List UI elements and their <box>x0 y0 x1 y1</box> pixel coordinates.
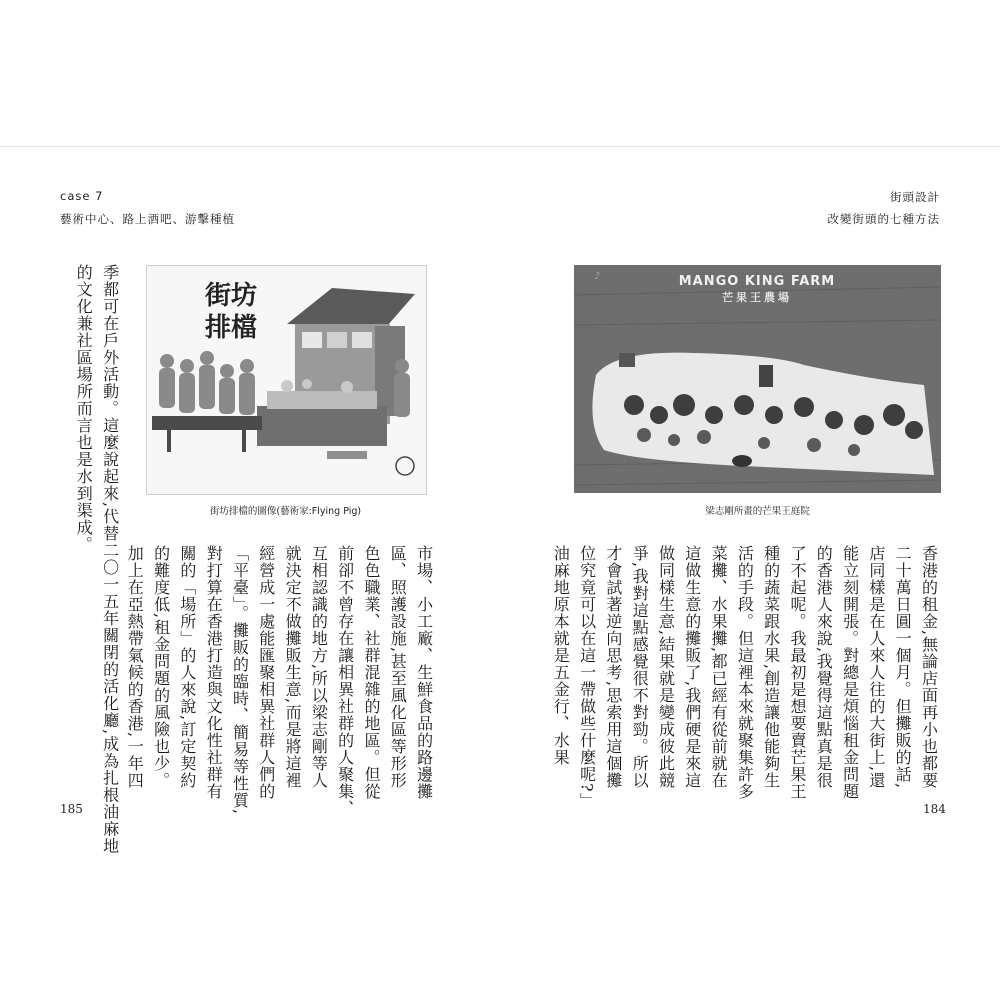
text-column: 關的「場所」的人來說,訂定契約 <box>177 545 197 790</box>
figure-title-line1: 街坊 <box>205 281 258 311</box>
text-column: 活的手段。但這裡本來就聚集許多 <box>735 545 755 800</box>
left-page-number: 185 <box>60 802 83 816</box>
text-column: 種的蔬菜跟水果,創造讓他能夠生 <box>761 545 781 790</box>
figure-title-line2: 排檔 <box>205 313 258 343</box>
text-column: 爭,我對這點感覺很不對勁。所以 <box>630 545 650 790</box>
text-column: 市場、小工廠、生鮮食品的路邊攤 <box>414 545 434 800</box>
right-page-number: 184 <box>923 802 946 816</box>
text-column: 色色職業、社群混雜的地區。但從 <box>361 545 381 800</box>
text-column: 區、照護設施,甚至風化區等形形 <box>388 545 408 790</box>
text-column: 的香港人來說,我覺得這點真是很 <box>814 545 834 790</box>
text-column: 才會試著逆向思考,思索用這個攤 <box>603 545 623 790</box>
right-section-title: 街頭設計 <box>890 190 940 204</box>
text-column: 二十萬日圓一個月。但攤販的話, <box>893 545 913 790</box>
text-column: 香港的租金,無論店面再小也都要 <box>919 545 939 790</box>
text-column: 的文化兼社區場所而言也是水到渠成。 <box>74 264 94 553</box>
left-page-subtitle: 藝術中心、路上酒吧、游擊種植 <box>60 212 235 226</box>
text-column: 能立刻開張。對總是煩惱租金問題 <box>840 545 860 800</box>
text-column: 加上在亞熱帶氣候的香港,一年四 <box>125 545 145 790</box>
text-column: 互相認識的地方,所以梁志剛等人 <box>309 545 329 790</box>
text-column: 做同樣生意,結果就是變成彼此競 <box>656 545 676 790</box>
text-column: 的難度低,租金問題的風險也少。 <box>151 545 171 790</box>
left-figure-caption: 街坊排檔的圖像(藝術家:Flying Pig) <box>209 506 362 517</box>
text-column: 了不起呢。我最初是想要賣芒果王 <box>787 545 807 800</box>
text-column: 對打算在香港打造與文化性社群有 <box>204 545 224 800</box>
text-column: 前卻不曾存在讓相異社群的人聚集、 <box>335 545 355 817</box>
text-column: 季都可在戶外活動。這麼說起來,代替二〇一五年關閉的活化廳,成為扎根油麻地 <box>100 264 120 855</box>
text-column: 位究竟可以在這一帶做些什麼呢?」 <box>577 545 597 810</box>
left-bottom-text <box>121 545 437 817</box>
svg-text:♪: ♪ <box>594 271 601 282</box>
case-label: case 7 <box>60 189 104 203</box>
text-column: 這做生意的攤販了,我們硬是來這 <box>682 545 702 790</box>
mango-king-farm-illustration <box>574 265 941 493</box>
farm-sign-en: MANGO KING FARM <box>678 274 836 289</box>
right-body-text <box>547 545 941 810</box>
right-page-subtitle: 改變街頭的七種方法 <box>827 212 940 226</box>
text-column: 就決定不做攤販生意,而是將這裡 <box>283 545 303 790</box>
text-column: 店同樣是在人來人往的大街上,還 <box>866 545 886 790</box>
street-stall-illustration <box>146 265 427 495</box>
text-column: 「平臺」。攤販的臨時、簡易等性質, <box>230 545 250 816</box>
text-column: 經營成一處能匯聚相異社群人們的 <box>256 545 276 800</box>
right-figure-caption: 梁志剛所畫的芒果王庭院 <box>705 506 810 517</box>
farm-sign-zh: 芒果王農場 <box>722 291 792 304</box>
spread-top-edge <box>0 146 1000 147</box>
text-column: 油麻地原本就是五金行、水果 <box>551 545 571 766</box>
text-column: 菜攤、水果攤,都已經有從前就在 <box>709 545 729 790</box>
